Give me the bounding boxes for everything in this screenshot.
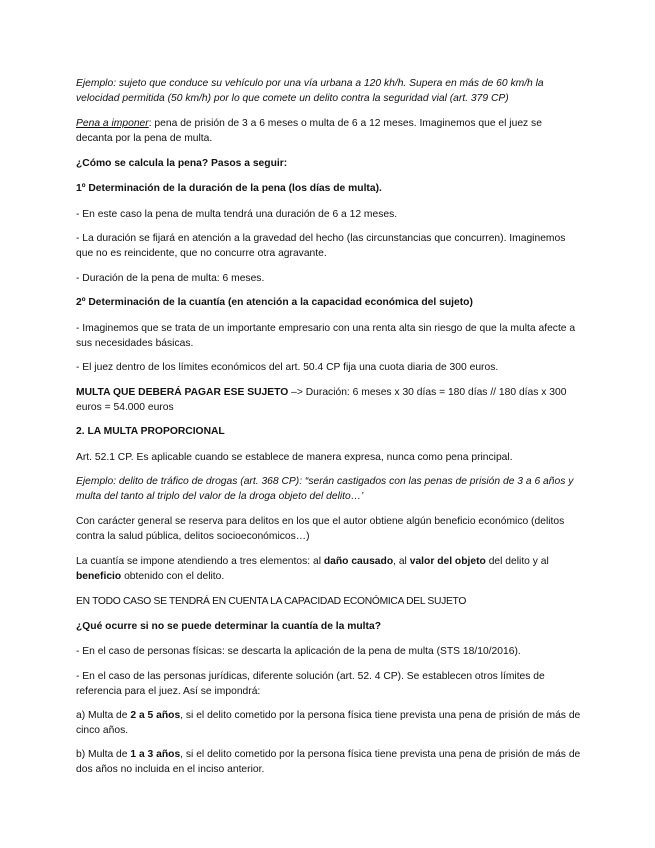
article-52-paragraph: Art. 52.1 CP. Es aplicable cuando se establece de manera expresa, nunca como pena principal. [76,452,513,463]
elements-text-d: del delito y al [485,556,549,567]
elements-text-c: , al [393,556,410,567]
step-1-bullet-2: - La duración se fijará en atención a la gravedad del hecho (las circunstancias que concurren). Imaginemos que no es reincidente, que no concurre otra agravante. [76,233,566,259]
step-1-heading: 1º Determinación de la duración de la pena (los días de multa). [76,183,382,194]
section-2-heading: 2. LA MULTA PROPORCIONAL [76,426,225,437]
penalty-paragraph [76,116,581,146]
capacity-note: EN TODO CASO SE TENDRÁ EN CUENTA LA CAPACIDAD ECONÓMICA DEL SUJETO [76,596,467,607]
option-b-text-a: b) Multa de [76,749,131,760]
elements-bold-value: valor del objeto [409,556,486,567]
elements-paragraph [76,554,581,584]
example-paragraph-1: Ejemplo: sujeto que conduce su vehículo por una vía urbana a 120 kh/h. Supera en más de 60 km/h la velocidad permitida (50 km/h) por lo que comete un delito contra la seguridad vial (art. 379 CP) [76,78,544,104]
option-b-bold: 1 a 3 años [130,749,181,760]
steps-heading: ¿Cómo se calcula la pena? Pasos a seguir: [76,158,288,169]
general-rule-paragraph: Con carácter general se reserva para delitos en los que el autor obtiene algún beneficio económico (delitos contra la salud pública, delitos socioeconómicos…) [76,516,565,542]
step-1-bullet-3: - Duración de la pena de multa: 6 meses. [76,273,265,284]
elements-bold-benefit: beneficio [76,571,122,582]
option-a-paragraph [76,708,581,738]
step-2-bullet-1: - Imaginemos que se trata de un importante empresario con una renta alta sin riesgo de que la multa afecte a sus necesidades básicas. [76,323,576,349]
step-1-bullet-1: - En este caso la pena de multa tendrá una duración de 6 a 12 meses. [76,209,398,220]
option-a-bold: 2 a 5 años [130,710,181,721]
option-b-paragraph [76,747,581,777]
legal-persons-paragraph: - En el caso de las personas jurídicas, diferente solución (art. 52. 4 CP). Se establecen otros límites de referencia para el juez. Así se impondrá: [76,671,545,697]
elements-text-e: obtenido con el delito. [121,571,225,582]
example-paragraph-2: Ejemplo: delito de tráfico de drogas (art. 368 CP): “serán castigados con las penas de prisión de 3 a 6 años y multa del tanto al triplo del valor de la droga objeto del delito…’ [76,476,574,502]
natural-persons-paragraph: - En el caso de personas físicas: se descarta la aplicación de la pena de multa (STS 18/10/2016). [76,646,521,657]
penalty-label: Pena a imponer [76,118,149,129]
option-a-text-c: , si el delito cometido por la persona física tiene prevista una pena de prisión de más de cinco años. [76,710,581,736]
option-b-text-c: , si el delito cometido por la persona física tiene prevista una pena de prisión de más de dos años no incluida en el inciso anterior. [76,749,581,775]
step-2-bullet-2: - El juez dentro de los límites económicos del art. 50.4 CP fija una cuota diaria de 300 euros. [76,362,499,373]
step-2-heading: 2º Determinación de la cuantía (en atención a la capacidad económica del sujeto) [76,297,473,308]
penalty-text: : pena de prisión de 3 a 6 meses o multa de 6 a 12 meses. Imaginemos que el juez se decanta por la pena de multa. [76,118,542,144]
elements-text-a: La cuantía se impone atendiendo a tres elementos: al [76,556,324,567]
fine-total-paragraph [76,385,581,415]
fine-total-label: MULTA QUE DEBERÁ PAGAR ESE SUJETO [76,387,289,398]
fine-total-text: –> Duración: 6 meses x 30 días = 180 días // 180 días x 300 euros = 54.000 euros [76,387,567,413]
option-a-text-a: a) Multa de [76,710,131,721]
elements-bold-damage: daño causado [323,556,394,567]
question-heading: ¿Qué ocurre si no se puede determinar la cuantía de la multa? [76,621,381,632]
